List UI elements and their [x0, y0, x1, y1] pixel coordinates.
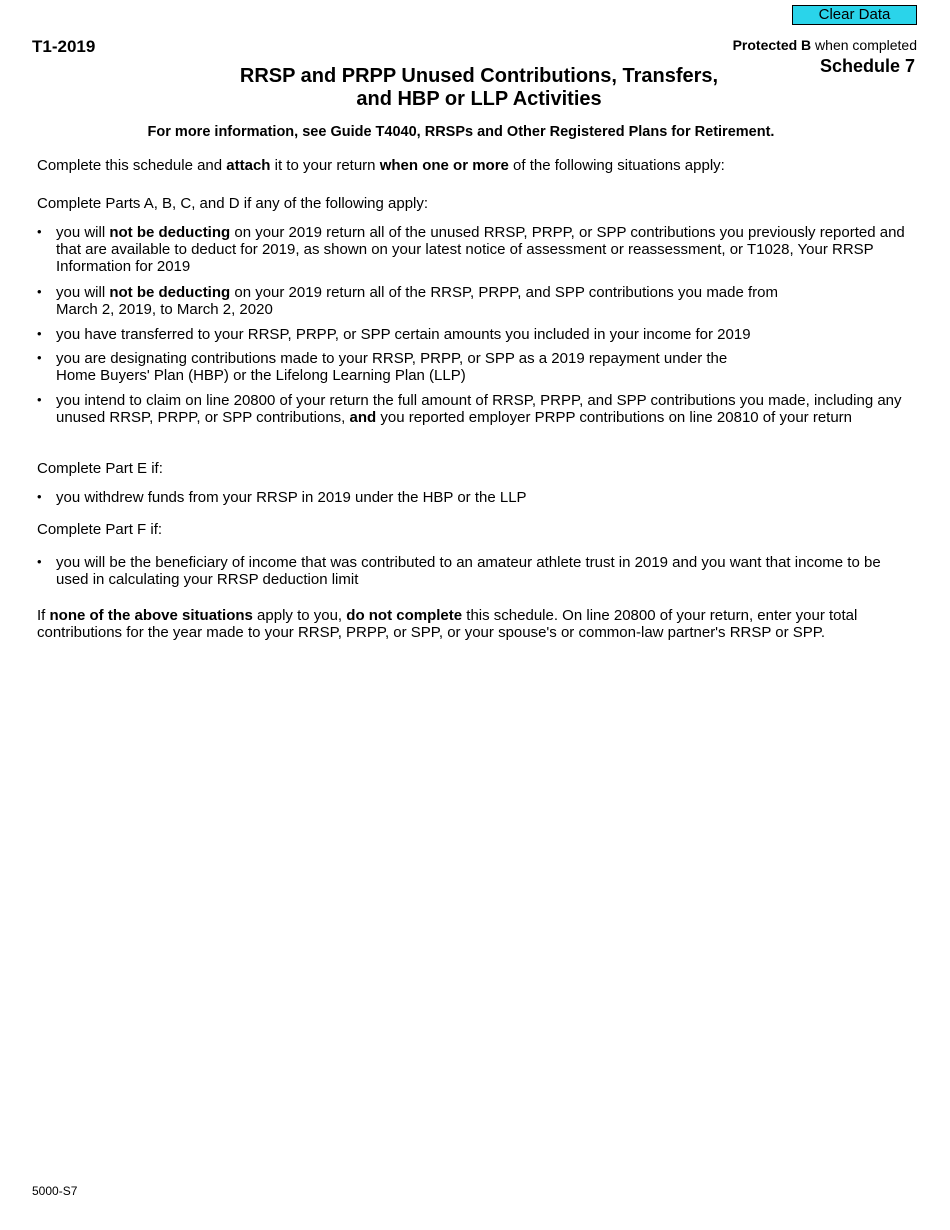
list-item-text: you will not be deducting on your 2019 return all of the unused RRSP, PRPP, or SPP contributions you previously reported and that are available to deduct for 2019, as shown on your latest notice of assessment or reassessment, or T1028, Your RRSP Information for 2019	[56, 224, 905, 275]
intro-bold-1: attach	[226, 157, 271, 174]
part-e-heading: Complete Part E if:	[37, 460, 163, 477]
intro-text-3: of the following situations apply:	[508, 157, 725, 174]
list-item-text: you intend to claim on line 20800 of your return the full amount of RRSP, PRPP, and SPP contributions you made, including any unused RRSP, PRPP, or SPP contributions, and you reported employer PRPP contributions on line 20810 of your return	[56, 392, 902, 426]
bullet-icon: •	[37, 489, 42, 504]
list-item-text: you are designating contributions made to your RRSP, PRPP, or SPP as a 2019 repayment under the Home Buyers' Plan (HBP) or the Lifelong Learning Plan (LLP)	[56, 350, 728, 384]
list-item	[37, 284, 917, 318]
bullet-icon: •	[37, 224, 42, 239]
intro-bold-2: when one or more	[379, 157, 509, 174]
schedule-label: Schedule 7	[819, 56, 915, 76]
bullet-icon: •	[37, 554, 42, 569]
list-item-text: you will be the beneficiary of income that was contributed to an amateur athlete trust in 2019 and you want that income to be used in calculating your RRSP deduction limit	[56, 554, 881, 588]
intro-text-1: Complete this schedule and	[37, 157, 227, 174]
part-f-heading: Complete Part F if:	[37, 521, 163, 538]
list-item	[37, 489, 917, 506]
list-item	[37, 224, 917, 275]
parts-abcd-heading: Complete Parts A, B, C, and D if any of the following apply:	[37, 195, 429, 212]
bullet-icon: •	[37, 326, 42, 341]
closing-paragraph: If none of the above situations apply to you, do not complete this schedule. On line 20800 of your return, enter your total contributions for the year made to your RRSP, PRPP, or SPP, or your spouse's or common-law partner's RRSP or SPP.	[37, 607, 858, 641]
title-line-2: and HBP or LLP Activities	[356, 88, 602, 110]
more-info-note: For more information, see Guide T4040, RRSPs and Other Registered Plans for Retirement.	[147, 124, 775, 140]
intro-paragraph	[37, 157, 917, 174]
bullet-icon: •	[37, 284, 42, 299]
list-item-text: you withdrew funds from your RRSP in 2019 under the HBP or the LLP	[56, 489, 527, 506]
page-title	[0, 65, 950, 111]
list-item	[37, 392, 917, 426]
clear-data-button[interactable]: Clear Data	[792, 5, 917, 25]
list-item	[37, 350, 917, 384]
list-item	[37, 326, 917, 343]
list-item	[37, 554, 917, 588]
bullet-icon: •	[37, 350, 42, 365]
protected-rest: when completed	[811, 37, 917, 53]
intro-text-2: it to your return	[270, 157, 380, 174]
form-id: T1-2019	[32, 37, 96, 56]
title-line-1: RRSP and PRPP Unused Contributions, Transfers,	[239, 65, 719, 87]
list-item-text: you have transferred to your RRSP, PRPP, or SPP certain amounts you included in your income for 2019	[56, 326, 751, 343]
list-item-text: you will not be deducting on your 2019 return all of the RRSP, PRPP, and SPP contributions you made from March 2, 2019, to March 2, 2020	[56, 284, 779, 318]
protected-label	[733, 37, 917, 53]
bullet-icon: •	[37, 392, 42, 407]
form-code: 5000-S7	[32, 1184, 78, 1198]
protected-bold: Protected B	[732, 37, 812, 53]
